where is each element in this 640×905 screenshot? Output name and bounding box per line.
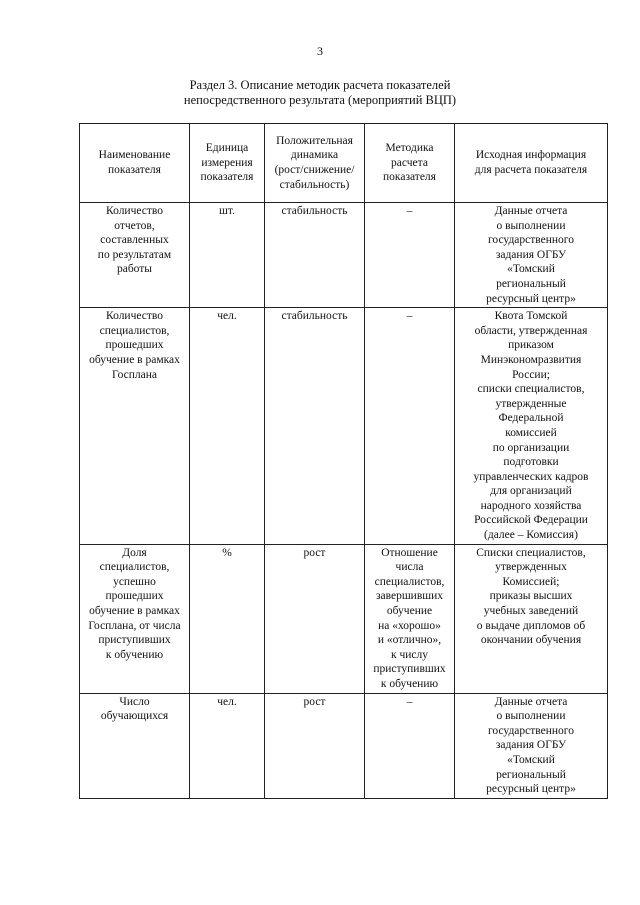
cell-calculation-method: –: [365, 693, 455, 798]
cell-positive-dynamics: стабильность: [265, 203, 365, 308]
table-row: [80, 308, 608, 545]
page-number: 3: [317, 44, 323, 58]
cell-unit: чел.: [190, 693, 265, 798]
cell-unit: %: [190, 544, 265, 693]
cell-source-info: Данные отчета о выполнении государственного задания ОГБУ «Томский региональный ресурсный центр»: [455, 203, 608, 308]
cell-source-info: Квота Томской области, утвержденная приказом Минэкономразвития России; списки специалистов, утвержденные Федеральной комиссией по организации подготовки управленческих кадров для организаций народного хозяйства Российской Федерации (далее – Комиссия): [455, 308, 608, 545]
section-title-line-2: непосредственного результата (мероприятий ВЦП): [183, 93, 457, 107]
cell-unit: шт.: [190, 203, 265, 308]
cell-positive-dynamics: рост: [265, 544, 365, 693]
header-indicator-name: Наименование показателя: [80, 124, 190, 203]
header-calculation-method: Методика расчета показателя: [365, 124, 455, 203]
table-row: [80, 544, 608, 693]
cell-unit: чел.: [190, 308, 265, 545]
header-unit: Единица измерения показателя: [190, 124, 265, 203]
cell-calculation-method: –: [365, 308, 455, 545]
cell-positive-dynamics: стабильность: [265, 308, 365, 545]
cell-source-info: Данные отчета о выполнении государственного задания ОГБУ «Томский региональный ресурсный центр»: [455, 693, 608, 798]
cell-calculation-method: –: [365, 203, 455, 308]
header-positive-dynamics: Положительная динамика (рост/снижение/ стабильность): [265, 124, 365, 203]
table-row: [80, 203, 608, 308]
table-header-row: [80, 124, 608, 203]
cell-positive-dynamics: рост: [265, 693, 365, 798]
cell-indicator-name: Количество отчетов, составленных по результатам работы: [80, 203, 190, 308]
cell-indicator-name: Количество специалистов, прошедших обучение в рамках Госплана: [80, 308, 190, 545]
cell-source-info: Списки специалистов, утвержденных Комиссией; приказы высших учебных заведений о выдаче дипломов об окончании обучения: [455, 544, 608, 693]
cell-indicator-name: Число обучающихся: [80, 693, 190, 798]
section-title-line-1: Раздел 3. Описание методик расчета показателей: [189, 78, 451, 92]
section-title: [0, 78, 640, 108]
indicators-table: [79, 123, 608, 799]
cell-calculation-method: Отношение числа специалистов, завершивших обучение на «хорошо» и «отлично», к числу приступивших к обучению: [365, 544, 455, 693]
header-source-info: Исходная информация для расчета показателя: [455, 124, 608, 203]
table-row: [80, 693, 608, 798]
cell-indicator-name: Доля специалистов, успешно прошедших обучение в рамках Госплана, от числа приступивших к обучению: [80, 544, 190, 693]
